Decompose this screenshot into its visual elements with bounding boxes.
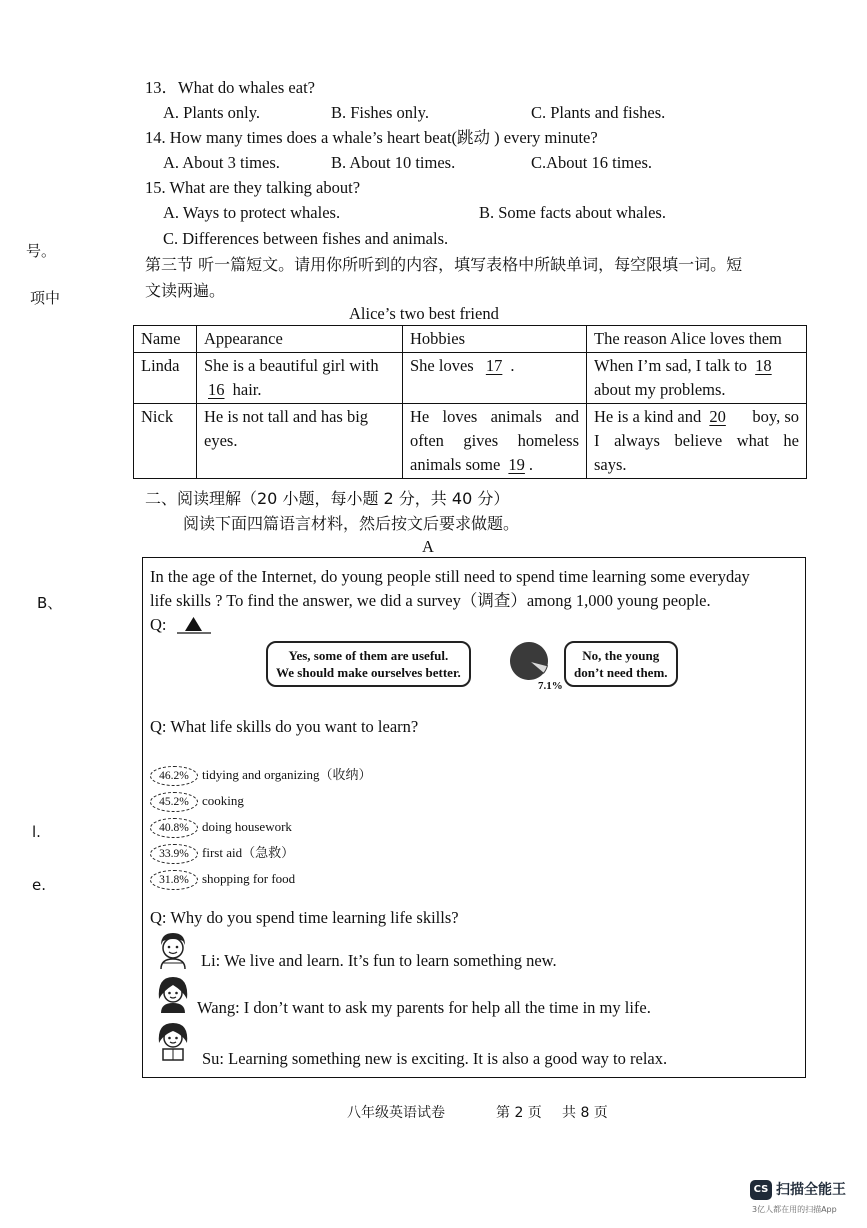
passage-a-q3: Q: Why do you spend time learning life skills? (150, 908, 459, 927)
skill-label: first aid（急救） (202, 845, 295, 860)
answer-wang: Wang: I don’t want to ask my parents for help all the time in my life. (197, 998, 651, 1017)
answer-li: Li: We live and learn. It’s fun to learn something new. (201, 951, 557, 970)
bubble-no-line2: don’t need them. (574, 665, 668, 680)
table-row-linda (134, 353, 807, 404)
question-15-option-a: A. Ways to protect whales. (163, 203, 341, 222)
table-title: Alice’s two best friend (349, 304, 499, 323)
nick-reason-end: boy, so (752, 407, 799, 426)
skill-item (150, 765, 371, 785)
camscanner-logo-icon: CS (750, 1180, 772, 1200)
bubble-yes-line1: Yes, some of them are useful. (288, 648, 449, 663)
question-15-option-c: C. Differences between fishes and animals. (163, 229, 449, 248)
skill-item (150, 791, 244, 811)
question-14-option-a: A. About 3 times. (163, 153, 280, 172)
linda-appearance (197, 353, 403, 404)
bubble-yes (266, 641, 471, 687)
section3-instruction-line1: 第三节 听一篇短文。请用你所听到的内容，填写表格中所缺单词，每空限填一词。短 (145, 255, 743, 274)
blank-20: 20 (709, 407, 726, 426)
margin-note-5: e. (32, 876, 46, 894)
skill-pct: 40.8% (150, 818, 198, 838)
footer-page: 第 2 页 (496, 1105, 542, 1121)
nick-hobby-line2: often gives homeless (410, 431, 579, 450)
part2-instruction: 阅读下面四篇语言材料，然后按文后要求做题。 (183, 514, 520, 533)
skill-label: shopping for food (202, 871, 296, 886)
answer-su: Su: Learning something new is exciting. It is also a good way to relax. (202, 1049, 668, 1068)
passage-label: A (422, 537, 434, 556)
blank-19: 19 (508, 455, 525, 474)
margin-note-4: l. (32, 823, 41, 841)
section3-instruction-line2: 文读两遍。 (145, 281, 226, 300)
skill-label: doing housework (202, 819, 292, 834)
blank-17: 17 (485, 356, 503, 375)
header-appearance: Appearance (197, 326, 403, 353)
margin-note-2: 项中 (30, 289, 61, 307)
passage-a-intro-line2: life skills ? To find the answer, we did a survey（调查）among 1,000 young people. (150, 591, 711, 610)
survey-pie-chart (504, 640, 554, 682)
nick-hobby-line3: animals some (410, 455, 501, 474)
question-13-stem: 13．What do whales eat? (145, 78, 315, 97)
skill-pct: 46.2% (150, 766, 198, 786)
linda-hobby-text: She loves (410, 356, 474, 375)
header-name: Name (134, 326, 197, 353)
question-14-option-b: B. About 10 times. (331, 153, 456, 172)
passage-a-intro-line1: In the age of the Internet, do young people still need to spend time learning some everyday (150, 567, 750, 586)
linda-hobby (403, 353, 587, 404)
nick-reason-line3: says. (594, 455, 627, 474)
nick-hobby (403, 404, 587, 479)
triangle-blank (177, 616, 211, 634)
question-13-option-b: B. Fishes only. (331, 103, 429, 122)
blank-16: 16 (208, 380, 225, 399)
question-13-option-a: A. Plants only. (163, 103, 261, 122)
nick-reason (587, 404, 807, 479)
boy-avatar-icon (153, 929, 193, 969)
header-hobbies: Hobbies (403, 326, 587, 353)
header-reason: The reason Alice loves them (587, 326, 807, 353)
question-14-stem: 14. How many times does a whale’s heart beat(跳动 ) every minute? (145, 128, 598, 147)
question-15-option-b: B. Some facts about whales. (479, 203, 666, 222)
skill-label: cooking (202, 793, 244, 808)
watermark-tagline: 3亿人都在用的扫描App (752, 1205, 837, 1214)
question-14-option-c: C.About 16 times. (531, 153, 653, 172)
skill-item (150, 843, 294, 863)
footer-subject: 八年级英语试卷 (347, 1105, 445, 1121)
passage-a-q2: Q: What life skills do you want to learn? (150, 717, 419, 736)
alice-friends-table (133, 325, 807, 479)
nick-hobby-line1: He loves animals and (410, 407, 579, 426)
girl-avatar-icon (153, 973, 193, 1013)
footer-total: 共 8 页 (562, 1105, 608, 1121)
nick-reason-text: He is a kind and (594, 407, 702, 426)
linda-hobby-end: . (510, 356, 515, 375)
skill-pct: 31.8% (150, 870, 198, 890)
bubble-yes-line2: We should make ourselves better. (276, 665, 461, 680)
linda-reason-text: When I’m sad, I talk to (594, 356, 748, 375)
watermark-name: 扫描全能王 (776, 1182, 846, 1198)
question-13-option-c: C. Plants and fishes. (531, 103, 666, 122)
nick-hobby-end: . (528, 455, 534, 474)
skill-pct: 33.9% (150, 844, 198, 864)
nick-reason-line2: I always believe what he (594, 431, 799, 450)
bubble-no-line1: No, the young (582, 648, 660, 663)
linda-appearance-end: hair. (232, 380, 262, 399)
question-15-stem: 15. What are they talking about? (145, 178, 361, 197)
triangle-icon (177, 616, 211, 634)
margin-note-1: 号。 (26, 242, 57, 260)
girl-reading-avatar-icon (153, 1021, 193, 1061)
linda-reason (587, 353, 807, 404)
table-header-row (134, 326, 807, 353)
blank-18: 18 (755, 356, 772, 375)
bubble-no (564, 641, 678, 687)
linda-reason-end: about my problems. (594, 380, 726, 399)
skill-label: tidying and organizing（收纳） (202, 767, 372, 782)
part2-title: 二、阅读理解（20 小题，每小题 2 分，共 40 分） (145, 489, 510, 508)
skill-pct: 45.2% (150, 792, 198, 812)
nick-name: Nick (134, 404, 197, 479)
margin-note-3: B、 (37, 594, 63, 612)
skill-item (150, 869, 295, 889)
linda-name: Linda (134, 353, 197, 404)
pie-label: 7.1% (538, 680, 563, 692)
nick-appearance: He is not tall and has big eyes. (197, 404, 403, 479)
passage-a-q1-label: Q: (150, 615, 167, 634)
table-row-nick (134, 404, 807, 479)
skill-item (150, 817, 292, 837)
linda-appearance-text: She is a beautiful girl with (204, 356, 379, 375)
